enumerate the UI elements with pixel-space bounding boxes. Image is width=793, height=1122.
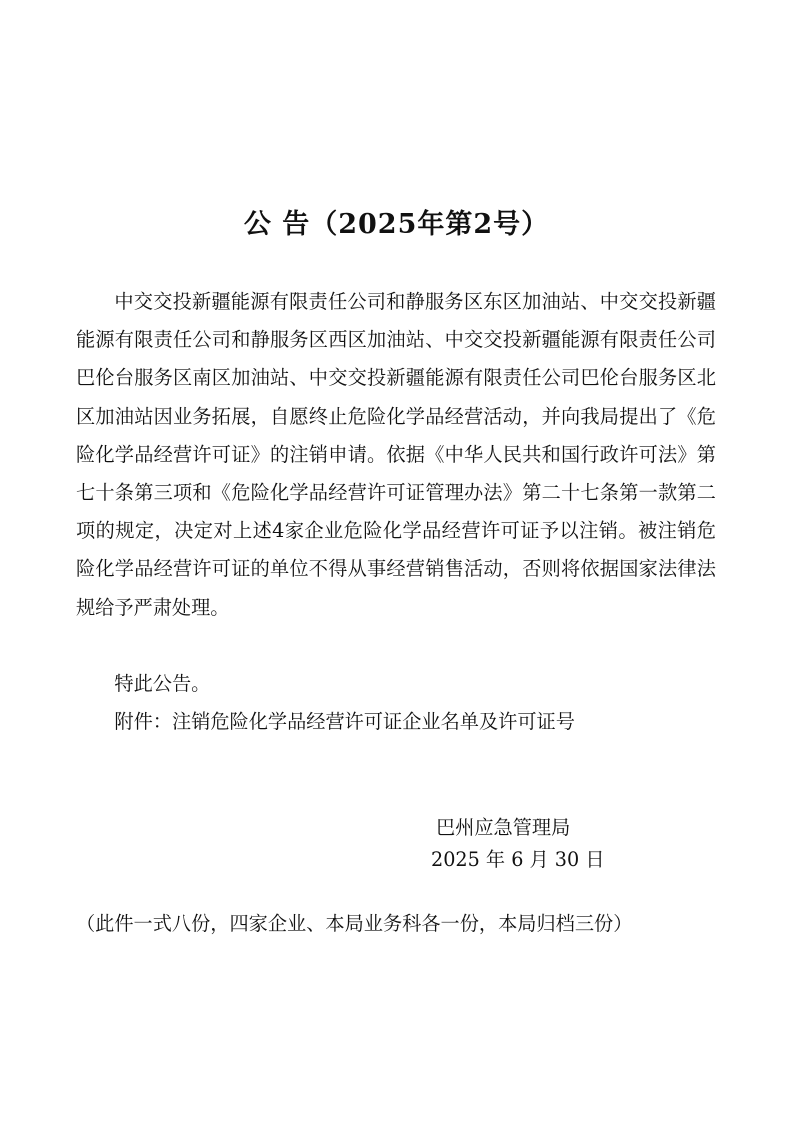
issue-date: 2025 年 6 月 30 日 <box>431 848 605 871</box>
attachment-line: 附件：注销危险化学品经营许可证企业名单及许可证号 <box>114 710 575 733</box>
notice-title: 公 告（2025年第2号） <box>243 209 550 240</box>
issuing-authority: 巴州应急管理局 <box>436 816 571 839</box>
notice-body-paragraph: 中交交投新疆能源有限责任公司和静服务区东区加油站、中交交投新疆能源有限责任公司和静服务区西区加油站、中交交投新疆能源有限责任公司巴伦台服务区南区加油站、中交交投新疆能源有限责任公司巴伦台服务区北区加油站因业务拓展，自愿终止危险化学品经营活动，并向我局提出了《危险化学品经营许可证》的注销申请。依据《中华人民共和国行政许可法》第七十条第三项和《危险化学品经营许可证管理办法》第二十七条第一款第二项的规定，决定对上述4家企业危险化学品经营许可证予以注销。被注销危险化学品经营许可证的单位不得从事经营销售活动，否则将依据国家法律法规给予严肃处理。 <box>76 290 716 619</box>
special-notice-line: 特此公告。 <box>114 672 211 695</box>
copies-note: （此件一式八份，四家企业、本局业务科各一份，本局归档三份） <box>76 912 633 935</box>
